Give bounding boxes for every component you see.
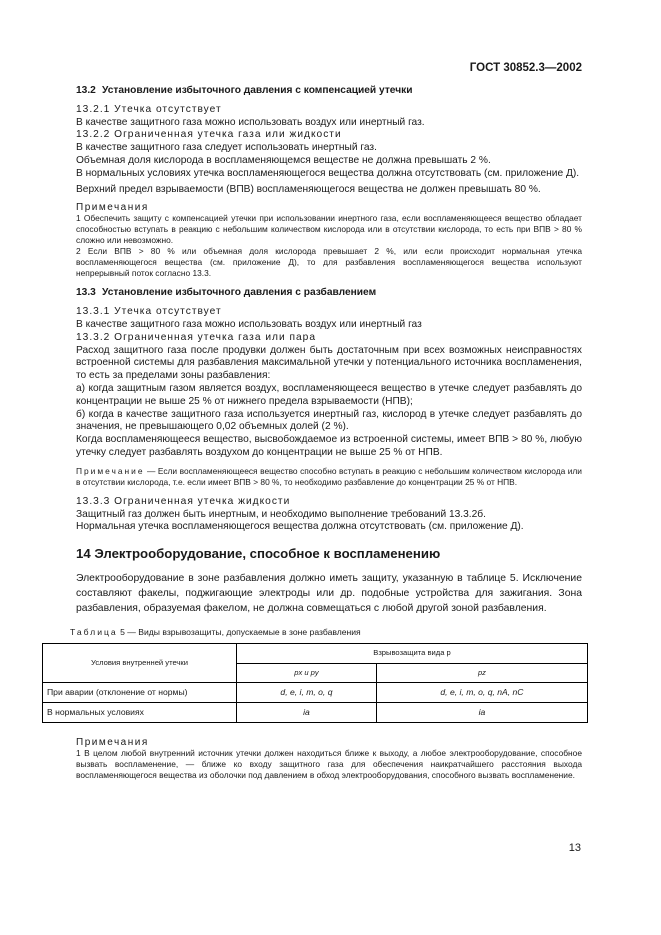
paragraph: В нормальных условиях утечка воспламеняющегося вещества должна отсутствовать (см. приложение Д). <box>76 167 580 179</box>
subsection-13-2-2-heading: 13.2.2 Ограниченная утечка газа или жидкости <box>76 129 342 141</box>
page-number: 13 <box>568 842 581 854</box>
note-item: 1 Обеспечить защиту с компенсацией утечки при использовании инертного газа, если воспламеняющееся вещество обладает способностью вступать в реакцию с небольшим количеством кислорода или в отсутствии кислорода, то есть при ВПВ > 80 % сложно или невозможно. <box>76 213 582 246</box>
paragraph: Электрооборудование в зоне разбавления должно иметь защиту, указанную в таблице 5. Исключение составляют факелы, поджигающие электроды или др. подобные устройства для зажигания. Зона разбавления, образуемая факелом, не должна совмещаться с любой другой зоной разбавления. <box>76 572 582 614</box>
section-13-3-heading: 13.3 Установление избыточного давления с разбавлением <box>76 287 377 299</box>
note-item: Примечание — Если воспламеняющееся вещество способно вступать в реакцию с небольшим количеством кислорода или в отсутствии кислорода, т.е. если имеет ВПВ > 80 %, то необходимо разбавление до концентрации 25 % от НПВ. <box>76 465 582 487</box>
subsection-13-2-1-heading: 13.2.1 Утечка отсутствует <box>76 103 222 115</box>
table-subheader-pz: pz <box>376 663 587 683</box>
paragraph: Объемная доля кислорода в воспламеняющемся веществе не должна превышать 2 %. <box>76 154 491 166</box>
list-item-a: а) когда защитным газом является воздух, воспламеняющееся вещество в утечке следует разбавлять до концентрации не выше 25 % от нижнего предела взрываемости (НПВ); <box>76 382 582 407</box>
note-item: 1 В целом любой внутренний источник утечки должен находиться ближе к выходу, а любое электрооборудование, способное вызвать воспламенение, — ближе ко входу защитного газа для обеспечения наикратчайшего расстояния выхода воспламеняющегося вещества из оболочки под давлением в обход электрооборудования, способного вызвать воспламенение. <box>76 747 582 780</box>
paragraph: Нормальная утечка воспламеняющегося вещества должна отсутствовать (см. приложение Д). <box>76 521 524 533</box>
final-notes-block <box>76 737 582 781</box>
paragraph: Защитный газ должен быть инертным, и необходимо выполнение требований 13.3.2б. <box>76 508 486 520</box>
notes-heading: Примечания <box>76 736 149 748</box>
note-item: 2 Если ВПВ > 80 % или объемная доля кислорода превышает 2 %, или если происходит нормальная утечка воспламеняющегося вещества (см. приложение Д), то для разбавления воспламеняющегося вещества используют непрерывный поток согласно 13.3. <box>76 246 582 279</box>
page-content <box>47 85 582 781</box>
paragraph: В качестве защитного газа можно использовать воздух или инертный газ <box>76 318 422 330</box>
table-5 <box>42 643 588 723</box>
note-block <box>76 466 582 488</box>
table-header-protection: Взрывозащита вида p <box>237 643 588 663</box>
table-header-conditions: Условия внутренней утечки <box>43 643 237 683</box>
subsection-13-3-3-heading: 13.3.3 Ограниченная утечка жидкости <box>76 495 291 507</box>
table-cell: ia <box>376 703 587 723</box>
table-cell: d, e, i, m, o, q, nA, nC <box>376 683 587 703</box>
section-14-heading: 14 Электрооборудование, способное к воспламенению <box>76 546 441 562</box>
table-cell: В нормальных условиях <box>43 703 237 723</box>
subsection-13-3-2-heading: 13.3.2 Ограниченная утечка газа или пара <box>76 331 317 343</box>
table-subheader-px-py: px и py <box>237 663 377 683</box>
section-13-2-heading: 13.2 Установление избыточного давления с компенсацией утечки <box>76 85 413 96</box>
paragraph: Верхний предел взрываемости (ВПВ) воспламеняющегося вещества не должен превышать 80 %. <box>76 183 541 195</box>
table-cell: ia <box>237 703 377 723</box>
paragraph: Когда воспламеняющееся вещество, высвобождаемое из встроенной системы, имеет ВПВ > 80 %, любую утечку следует разбавлять воздухом до концентрации не выше 25 % от НПВ. <box>76 434 582 458</box>
table-cell: При аварии (отклонение от нормы) <box>43 683 237 703</box>
standard-number: ГОСТ 30852.3—2002 <box>469 62 582 74</box>
table-row <box>43 703 588 723</box>
notes-heading: Примечания <box>76 202 149 214</box>
table-cell: d, e, i, m, o, q <box>237 683 377 703</box>
paragraph: В качестве защитного газа следует использовать инертный газ. <box>76 142 377 154</box>
paragraph: Расход защитного газа после продувки должен быть достаточным при всех возможных неисправностях встроенной системы для разбавления максимальной утечки у потенциального источника воспламенения, то есть за пределами зоны разбавления: <box>76 344 582 382</box>
list-item-b: б) когда в качестве защитного газа используется инертный газ, кислород в утечке следует разбавлять до значения, не превышающего 0,02 объемных долей (2 %). <box>76 408 582 433</box>
table-caption: Таблица 5 — Виды взрывозащиты, допускаемые в зоне разбавления <box>70 626 361 637</box>
table-row <box>43 683 588 703</box>
paragraph: В качестве защитного газа можно использовать воздух или инертный газ. <box>76 116 425 128</box>
notes-block <box>76 202 582 279</box>
subsection-13-3-1-heading: 13.3.1 Утечка отсутствует <box>76 306 222 318</box>
